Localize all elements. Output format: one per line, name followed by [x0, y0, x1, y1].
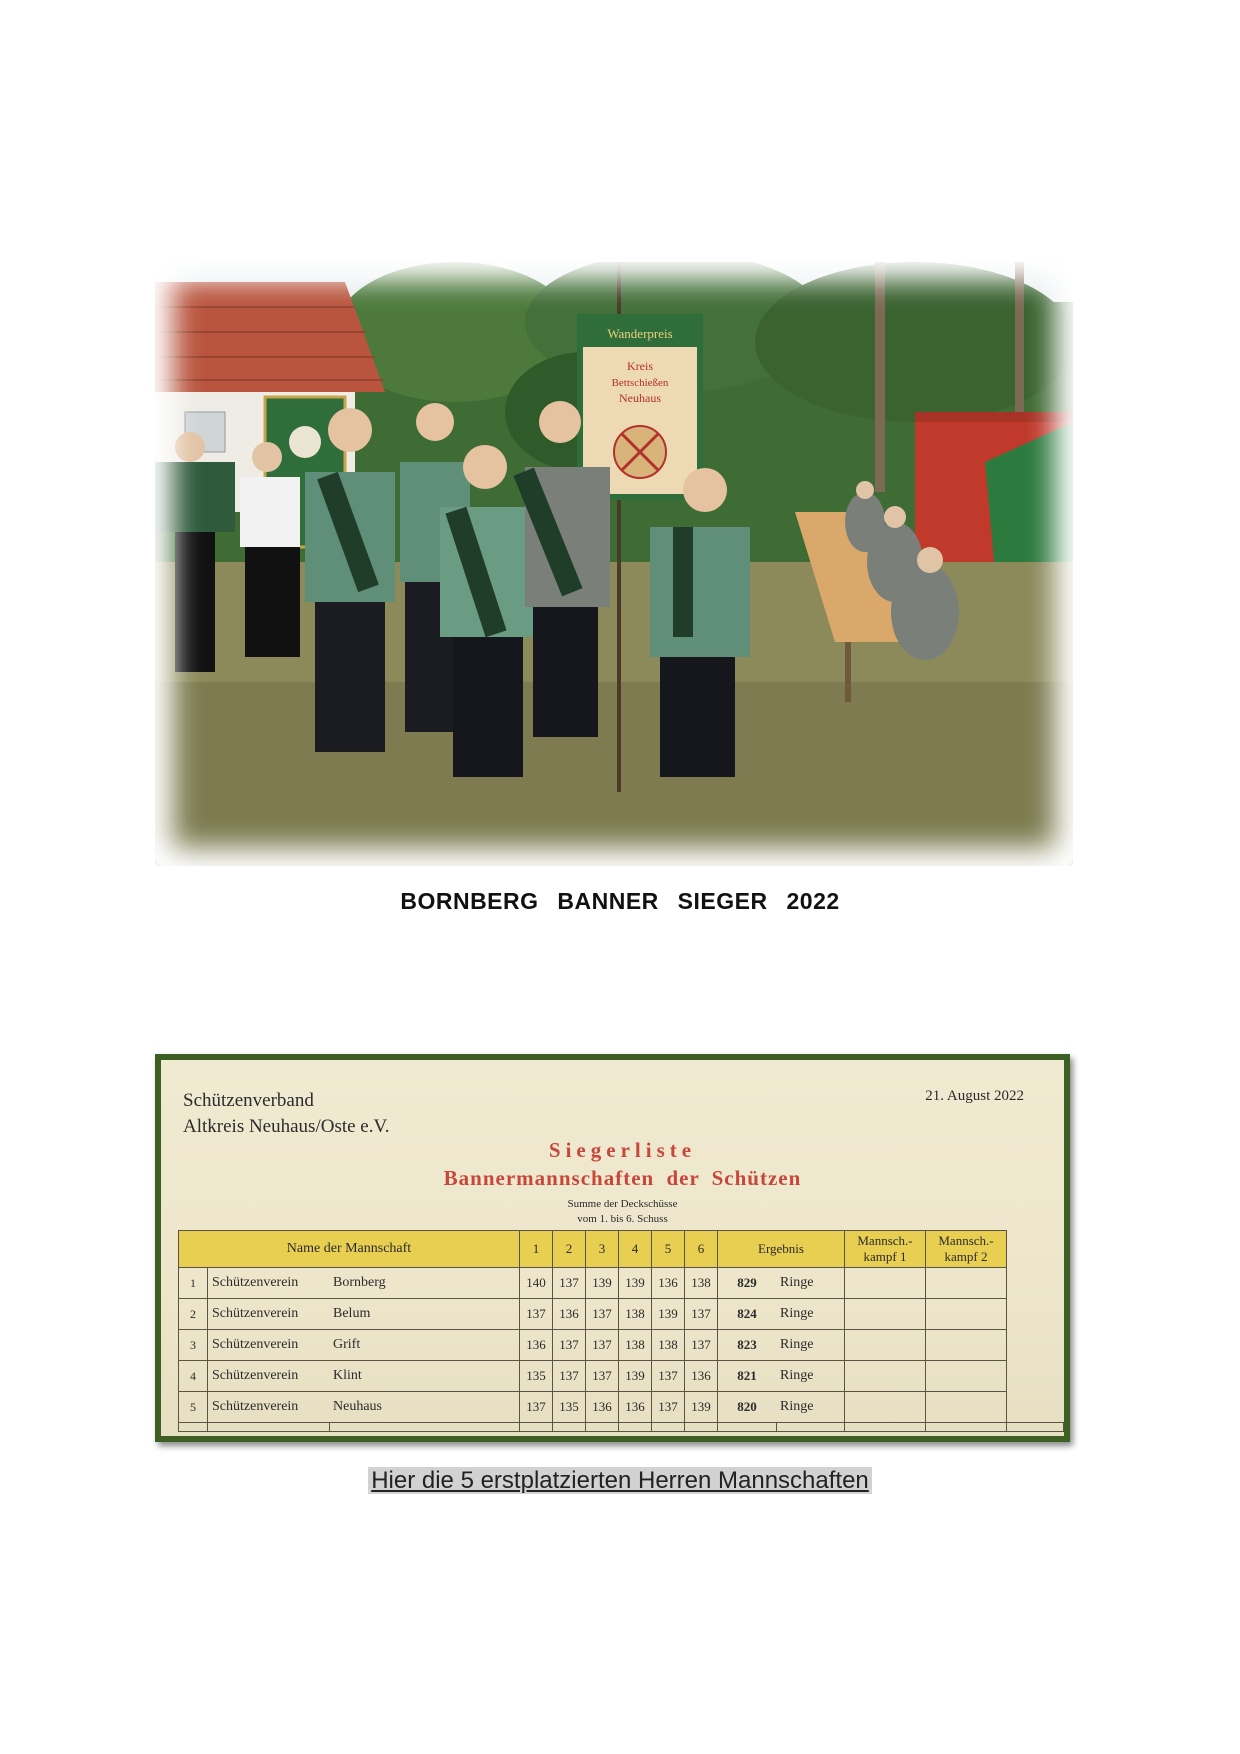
header-shot-1: 1 [520, 1231, 553, 1268]
shot-1-cell: 137 [520, 1392, 553, 1423]
empty-cell [208, 1423, 330, 1432]
empty-cell [845, 1423, 926, 1432]
results-sheet [155, 1054, 1070, 1442]
empty-cell [776, 1423, 845, 1432]
shot-3-cell: 136 [586, 1392, 619, 1423]
shot-1-cell: 135 [520, 1361, 553, 1392]
rank-cell: 1 [179, 1268, 208, 1299]
header-shot-4: 4 [619, 1231, 652, 1268]
header-result: Ergebnis [718, 1231, 845, 1268]
shot-4-cell: 138 [619, 1330, 652, 1361]
team-match-2-cell [926, 1268, 1007, 1299]
team-match-2-cell [926, 1392, 1007, 1423]
shot-5-cell: 138 [652, 1330, 685, 1361]
results-table [178, 1230, 1064, 1432]
empty-cell [652, 1423, 685, 1432]
empty-cell [586, 1423, 619, 1432]
team-cell: Grift [329, 1330, 520, 1361]
shot-4-cell: 136 [619, 1392, 652, 1423]
org-name-line2: Altkreis Neuhaus/Oste e.V. [183, 1116, 390, 1137]
table-row [179, 1361, 1064, 1392]
shot-3-cell: 137 [586, 1361, 619, 1392]
sheet-subtitle: Bannermannschaften der Schützen [443, 1166, 802, 1190]
sheet-date: 21. August 2022 [925, 1088, 1024, 1104]
unit-cell: Ringe [776, 1392, 845, 1423]
table-row [179, 1392, 1064, 1423]
header-shot-3: 3 [586, 1231, 619, 1268]
org-name-line1: Schützenverband [183, 1090, 314, 1111]
header-shot-6: 6 [685, 1231, 718, 1268]
total-cell: 820 [718, 1392, 777, 1423]
club-cell: Schützenverein [208, 1361, 330, 1392]
empty-cell [926, 1423, 1007, 1432]
team-match-1-cell [845, 1299, 926, 1330]
header-shot-5: 5 [652, 1231, 685, 1268]
total-cell: 824 [718, 1299, 777, 1330]
empty-cell [718, 1423, 777, 1432]
sheet-title: Siegerliste [548, 1138, 697, 1162]
team-match-1-cell [845, 1361, 926, 1392]
banner-text-line4: Neuhaus [619, 391, 661, 405]
club-cell: Schützenverein [208, 1330, 330, 1361]
team-cell: Bornberg [329, 1268, 520, 1299]
unit-cell: Ringe [776, 1330, 845, 1361]
shot-5-cell: 136 [652, 1268, 685, 1299]
team-match-2-cell [926, 1330, 1007, 1361]
table-row [179, 1330, 1064, 1361]
team-match-2-cell [926, 1361, 1007, 1392]
shot-4-cell: 139 [619, 1361, 652, 1392]
empty-cell [619, 1423, 652, 1432]
header-team: Name der Mannschaft [179, 1231, 520, 1268]
unit-cell: Ringe [776, 1268, 845, 1299]
banner-text-line2: Kreis [627, 359, 653, 373]
empty-cell [1007, 1423, 1064, 1432]
group-photo-illustration [155, 262, 1073, 866]
shot-2-cell: 136 [553, 1299, 586, 1330]
header-team-match-1: Mannsch.- kampf 1 [845, 1231, 926, 1268]
shot-2-cell: 137 [553, 1330, 586, 1361]
shot-3-cell: 139 [586, 1268, 619, 1299]
team-match-1-cell [845, 1392, 926, 1423]
shot-2-cell: 137 [553, 1361, 586, 1392]
shot-4-cell: 138 [619, 1299, 652, 1330]
rank-cell: 5 [179, 1392, 208, 1423]
shot-6-cell: 137 [685, 1330, 718, 1361]
shot-4-cell: 139 [619, 1268, 652, 1299]
team-match-2-cell [926, 1299, 1007, 1330]
shot-6-cell: 136 [685, 1361, 718, 1392]
unit-cell: Ringe [776, 1361, 845, 1392]
table-row [179, 1268, 1064, 1299]
team-match-1-cell [845, 1330, 926, 1361]
shot-1-cell: 136 [520, 1330, 553, 1361]
team-match-1-cell [845, 1268, 926, 1299]
team-cell: Belum [329, 1299, 520, 1330]
club-cell: Schützenverein [208, 1299, 330, 1330]
rank-cell: 3 [179, 1330, 208, 1361]
shot-2-cell: 135 [553, 1392, 586, 1423]
shot-6-cell: 137 [685, 1299, 718, 1330]
empty-cell [685, 1423, 718, 1432]
team-cell: Klint [329, 1361, 520, 1392]
shot-2-cell: 137 [553, 1268, 586, 1299]
banner-text-line3: Bettschießen [611, 377, 669, 389]
empty-cell [520, 1423, 553, 1432]
total-cell: 821 [718, 1361, 777, 1392]
empty-cell [179, 1423, 208, 1432]
shot-5-cell: 137 [652, 1361, 685, 1392]
empty-cell [553, 1423, 586, 1432]
shot-1-cell: 140 [520, 1268, 553, 1299]
table-row [179, 1299, 1064, 1330]
group-photo [155, 262, 1073, 866]
total-cell: 823 [718, 1330, 777, 1361]
shot-6-cell: 139 [685, 1392, 718, 1423]
team-cell: Neuhaus [329, 1392, 520, 1423]
shot-5-cell: 139 [652, 1299, 685, 1330]
header-shot-2: 2 [553, 1231, 586, 1268]
shot-3-cell: 137 [586, 1299, 619, 1330]
table-header-row [179, 1231, 1064, 1268]
table-row-cutoff [179, 1423, 1064, 1432]
banner-text-line1: Wanderpreis [607, 326, 673, 341]
results-caption-text: Hier die 5 erstplatzierten Herren Mannschaften [368, 1467, 872, 1494]
empty-cell [329, 1423, 520, 1432]
results-caption [0, 1467, 1240, 1495]
sheet-note-line1: Summe der Deckschüsse [567, 1198, 678, 1210]
unit-cell: Ringe [776, 1299, 845, 1330]
sheet-note-line2: vom 1. bis 6. Schuss [577, 1213, 668, 1225]
photo-caption: BORNBERG BANNER SIEGER 2022 [400, 888, 840, 914]
shot-6-cell: 138 [685, 1268, 718, 1299]
header-team-match-2: Mannsch.- kampf 2 [926, 1231, 1007, 1268]
club-cell: Schützenverein [208, 1268, 330, 1299]
rank-cell: 2 [179, 1299, 208, 1330]
shot-1-cell: 137 [520, 1299, 553, 1330]
shot-5-cell: 137 [652, 1392, 685, 1423]
rank-cell: 4 [179, 1361, 208, 1392]
shot-3-cell: 137 [586, 1330, 619, 1361]
total-cell: 829 [718, 1268, 777, 1299]
club-cell: Schützenverein [208, 1392, 330, 1423]
